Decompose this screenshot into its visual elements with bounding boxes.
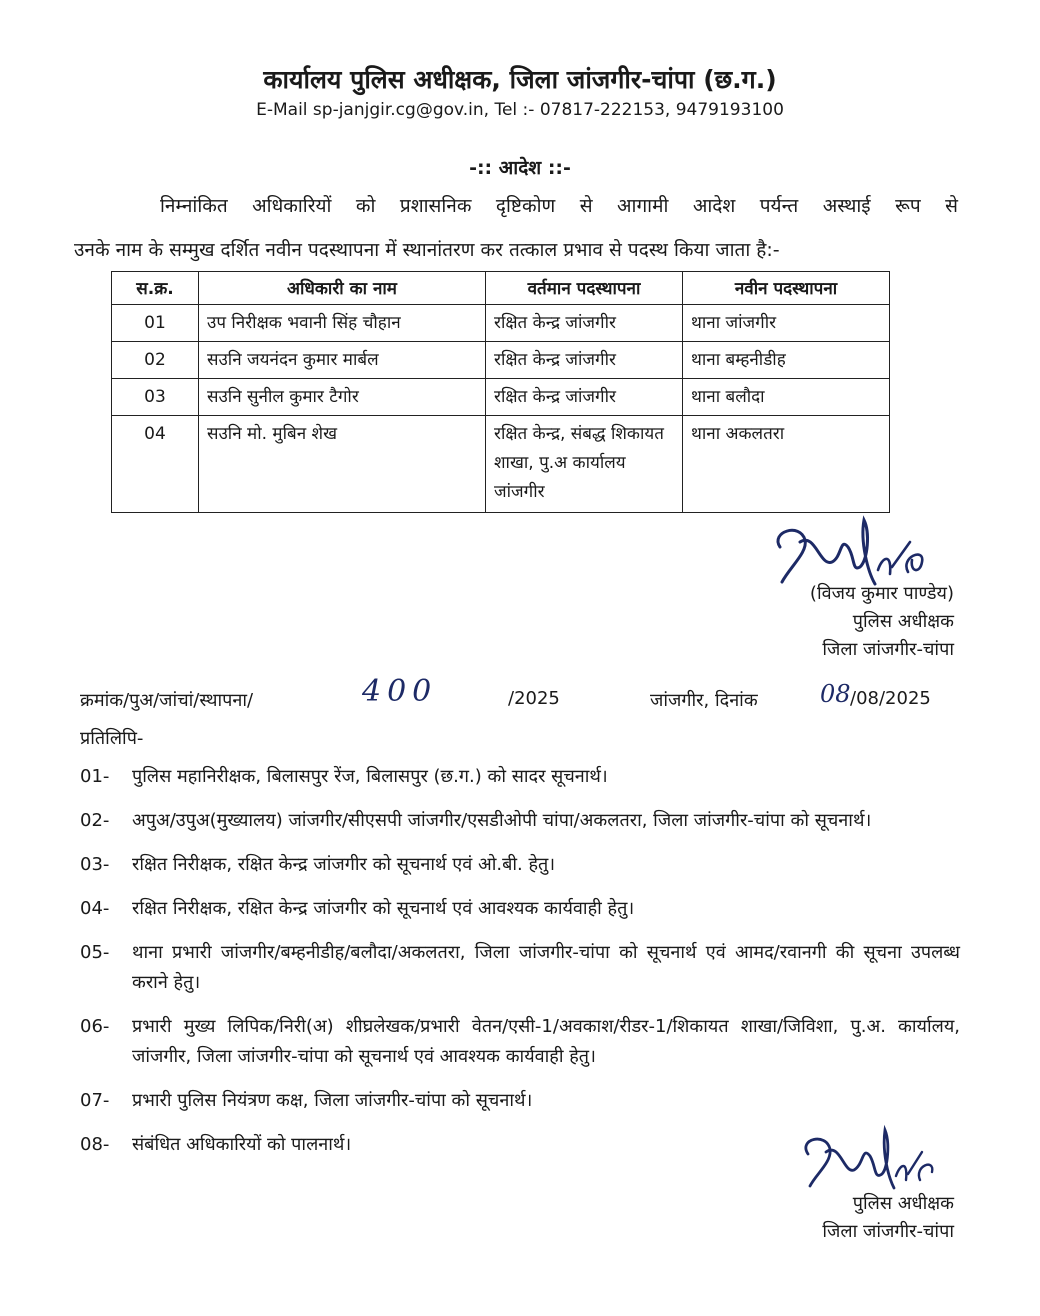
footer-signatory-district: जिला जांजगीर-चांपा xyxy=(822,1221,954,1242)
list-item-text: अपुअ/उपुअ(मुख्यालय) जांजगीर/सीएसपी जांजगीर/एसडीओपी चांपा/अकलतरा, जिला जांजगीर-चांपा को सूचनार्थ। xyxy=(132,810,872,831)
list-item-text: संबंधित अधिकारियों को पालनार्थ। xyxy=(132,1134,352,1155)
list-item-number: 03- xyxy=(80,854,110,875)
transfer-table xyxy=(111,271,890,513)
footer-signatory-designation: पुलिस अधीक्षक xyxy=(852,1193,954,1214)
cell-officer-name: सउनि मो. मुबिन शेख xyxy=(199,416,486,513)
list-item-text: थाना प्रभारी जांजगीर/बम्हनीडीह/बलौदा/अकलतरा, जिला जांजगीर-चांपा को सूचनार्थ एवं आमद/रवानगी की सूचना उपलब्ध कराने हेतु। xyxy=(132,942,960,993)
cell-current-posting: रक्षित केन्द्र जांजगीर xyxy=(486,379,683,416)
list-item-number: 05- xyxy=(80,942,110,963)
copy-label: प्रतिलिपि- xyxy=(80,728,144,749)
header-current-posting: वर्तमान पदस्थापना xyxy=(486,272,683,305)
list-item xyxy=(80,894,960,924)
footer-signatory-block xyxy=(822,1190,954,1246)
signatory-district: जिला जांजगीर-चांपा xyxy=(822,639,954,660)
list-item-text: प्रभारी पुलिस नियंत्रण कक्ष, जिला जांजगीर-चांपा को सूचनार्थ। xyxy=(132,1090,533,1111)
order-intro-line-2: उनके नाम के सम्मुख दर्शित नवीन पदस्थापना में स्थानांतरण कर तत्काल प्रभाव से पदस्थ किया जाता है:- xyxy=(74,239,780,261)
list-item-text: प्रभारी मुख्य लिपिक/निरी(अ) शीघ्रलेखक/प्रभारी वेतन/एसी-1/अवकाश/रीडर-1/शिकायत शाखा/जिविशा, पु.अ. कार्यालय, जांजगीर, जिला जांजगीर-चांपा को सूचनार्थ एवं आवश्यक कार्यवाही हेतु। xyxy=(132,1016,960,1067)
cell-officer-name: उप निरीक्षक भवानी सिंह चौहान xyxy=(199,305,486,342)
reference-prefix: क्रमांक/पुअ/जांचां/स्थापना/ xyxy=(80,690,254,711)
date-day: 08 xyxy=(820,680,851,708)
reference-number: 400 xyxy=(362,674,438,709)
contact-line: E-Mail sp-janjgir.cg@gov.in, Tel :- 07817-222153, 9479193100 xyxy=(256,100,784,120)
list-item xyxy=(80,1012,960,1072)
cell-serial: 02 xyxy=(112,342,199,379)
cell-serial: 04 xyxy=(112,416,199,513)
office-heading: कार्यालय पुलिस अधीक्षक, जिला जांजगीर-चांपा (छ.ग.) xyxy=(263,65,777,94)
header-serial: स.क्र. xyxy=(112,272,199,305)
cell-new-posting: थाना बलौदा xyxy=(683,379,890,416)
cell-serial: 01 xyxy=(112,305,199,342)
reference-year: /2025 xyxy=(508,688,560,709)
list-item xyxy=(80,850,960,880)
order-intro-line-1: निम्नांकित अधिकारियों को प्रशासनिक दृष्टिकोण से आगामी आदेश पर्यन्त अस्थाई रूप से xyxy=(160,195,958,217)
signatory-block xyxy=(810,580,954,664)
cell-current-posting: रक्षित केन्द्र जांजगीर xyxy=(486,342,683,379)
cell-current-posting: रक्षित केन्द्र, संबद्ध शिकायत शाखा, पु.अ कार्यालय जांजगीर xyxy=(486,416,683,513)
header-officer-name: अधिकारी का नाम xyxy=(199,272,486,305)
table-row xyxy=(112,416,890,513)
list-item-text: रक्षित निरीक्षक, रक्षित केन्द्र जांजगीर को सूचनार्थ एवं आवश्यक कार्यवाही हेतु। xyxy=(132,898,635,919)
table-row xyxy=(112,379,890,416)
header-new-posting: नवीन पदस्थापना xyxy=(683,272,890,305)
list-item-text: पुलिस महानिरीक्षक, बिलासपुर रेंज, बिलासपुर (छ.ग.) को सादर सूचनार्थ। xyxy=(132,766,608,787)
place-date-label: जांजगीर, दिनांक xyxy=(650,690,758,711)
cell-officer-name: सउनि जयनंदन कुमार मार्बल xyxy=(199,342,486,379)
list-item xyxy=(80,806,960,836)
distribution-list xyxy=(80,762,960,1174)
cell-new-posting: थाना अकलतरा xyxy=(683,416,890,513)
signatory-name: (विजय कुमार पाण्डेय) xyxy=(809,583,954,604)
list-item-number: 06- xyxy=(80,1016,110,1037)
cell-officer-name: सउनि सुनील कुमार टैगोर xyxy=(199,379,486,416)
list-item xyxy=(80,1086,960,1116)
table-row xyxy=(112,342,890,379)
list-item-number: 08- xyxy=(80,1134,110,1155)
list-item-text: रक्षित निरीक्षक, रक्षित केन्द्र जांजगीर को सूचनार्थ एवं ओ.बी. हेतु। xyxy=(132,854,556,875)
list-item xyxy=(80,762,960,792)
order-title: -:: आदेश ::- xyxy=(469,157,571,179)
cell-new-posting: थाना बम्हनीडीह xyxy=(683,342,890,379)
signatory-designation: पुलिस अधीक्षक xyxy=(852,611,954,632)
list-item xyxy=(80,938,960,998)
list-item-number: 04- xyxy=(80,898,110,919)
list-item-number: 01- xyxy=(80,766,110,787)
list-item-number: 02- xyxy=(80,810,110,831)
cell-new-posting: थाना जांजगीर xyxy=(683,305,890,342)
date-month-year: /08/2025 xyxy=(850,688,931,709)
cell-serial: 03 xyxy=(112,379,199,416)
table-header-row xyxy=(112,272,890,305)
table-row xyxy=(112,305,890,342)
list-item-number: 07- xyxy=(80,1090,110,1111)
cell-current-posting: रक्षित केन्द्र जांजगीर xyxy=(486,305,683,342)
